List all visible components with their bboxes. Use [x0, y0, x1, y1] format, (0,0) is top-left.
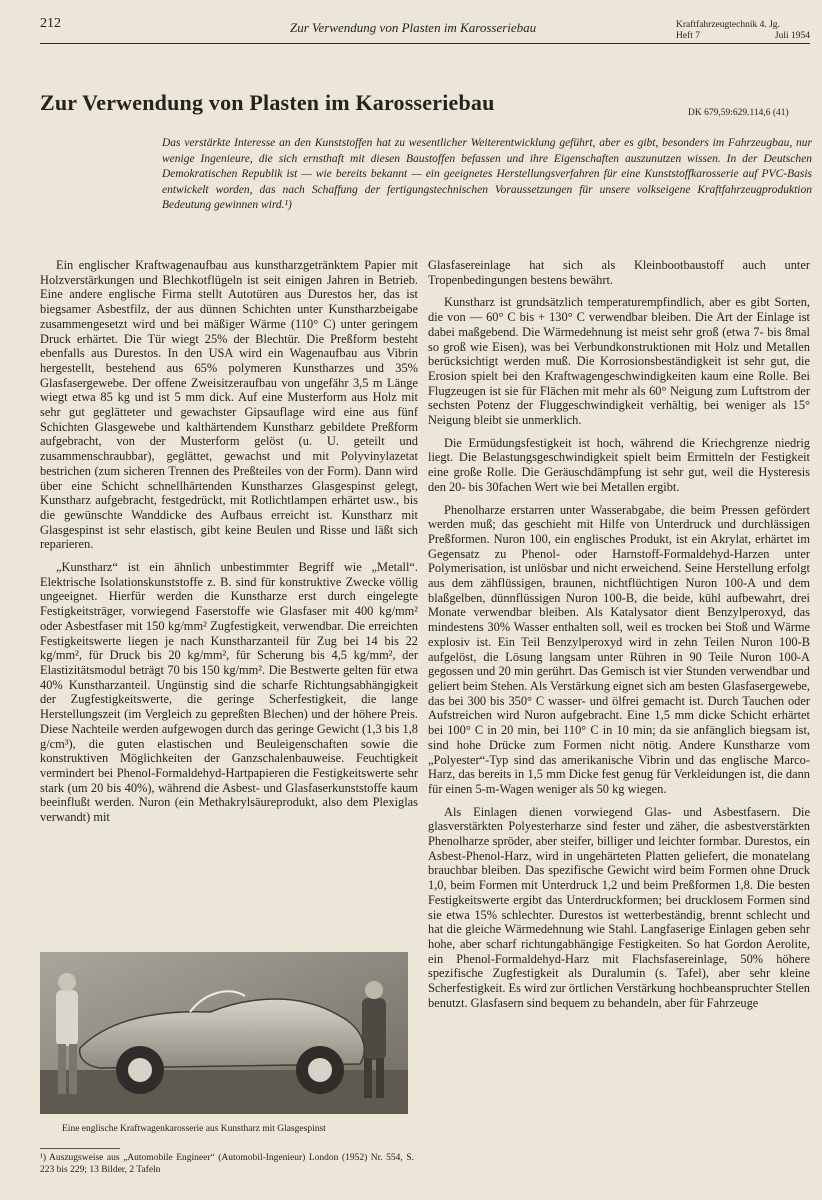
car-body-photo-drawing [40, 952, 408, 1114]
paragraph: Als Einlagen dienen vorwiegend Glas- und Asbestfasern. Die glasverstärkten Polyesterharze sind fester und zäher, die asbestverstärkten Phenolharze spröder, aber steifer, billiger und leichter formbar. Durestos, ein Asbest-Phenol-Harz, wird in ungehärteten Platten geliefert, die monatelang brauchbar bleiben. Das spezifische Gewicht wird beim Formen ohne Druck 1,0, beim Formen mit Unterdruck 1,2 und beim Preßformen 1,8. Die besten Festigkeitswerte ergibt das Unterdruckformen; bei drucklosem Formen sind sie etwa 15% schlechter. Durestos ist wetterbeständig, brennt schlecht und hat die gleiche Wärmedehnung wie Stahl. Langfaserige Einlagen geben sehr hohe, aber scharf richtungabhängige Festigkeiten. So hat Gordon Aerolite, ein Phenol-Formaldehyd-Harz mit Flachsfasereinlage, 50% höhere spezifische Zugfestigkeit als Duralumin (s. Tafel), aber sehr kleine Scherfestigkeit. Es wird zur örtlichen Verstärkung hochbeanspruchter Stellen benutzt. Glasfasern sind bequem zu behandeln, aber für Fahrzeuge [428, 804, 810, 1010]
figure-caption: Eine englische Kraftwagenkarosserie aus Kunstharz mit Glasgespinst [62, 1124, 326, 1134]
page-number: 212 [40, 16, 61, 31]
article-title: Zur Verwendung von Plasten im Karosseriebau [40, 90, 495, 115]
dk-classification: DK 679,59:629.114,6 (41) [688, 108, 789, 118]
magazine-name: Kraftfahrzeugtechnik 4. Jg. [676, 20, 780, 30]
header-rule [40, 43, 810, 44]
paragraph: Glasfasereinlage hat sich als Kleinbootbaustoff auch unter Tropenbedingungen bestens bewährt. [428, 258, 810, 287]
left-column [40, 258, 418, 918]
paragraph: „Kunstharz“ ist ein ähnlich unbestimmter Begriff wie „Metall“. Elektrische Isolationskunststoffe z. B. sind für konstruktive Zwecke völlig ungeeignet. Hierfür werden die Kunstharze erst durch eingelegte Festigkeitsträger, vorwiegend Faserstoffe wie Glasfaser mit 400 kg/mm² oder Asbestfaser mit 150 kg/mm² Zugfestigkeit, verwendbar. Die erreichten Festigkeitswerte liegen je nach Kunstharzanteil für Zug bei 14 bis 22 kg/mm², für Druck bis 20 kg/mm², für Scherung bis 4,5 kg/mm², der Elastizitätsmodul beträgt 70 bis 150 kg/mm². Die Bestwerte gelten für etwa 40% Kunstharzanteil. Ungünstig sind die scharfe Richtungsabhängigkeit der Zugfestigkeitswerte, die geringe Scherfestigkeit, die lange Herstellungszeit (im Vergleich zu gepreßten Blechen) und der höhere Preis. Diese Nachteile werden aufgewogen durch das geringe Gewicht (1,3 bis 1,8 g/cm³), die guten elastischen und Beuleigenschaften sowie die konstruktiven Möglichkeiten der Ganzschalenbauweise. Feuchtigkeit vermindert bei Phenol-Formaldehyd-Hartpapieren die Festigkeitswerte sehr stark (um 20 bis 40%), während die Asbest- und Glasfaserkunststoffe kaum beeinflußt werden. Nuron (ein Methakrylsäureprodukt, also dem Plexiglas verwandt) mit [40, 560, 418, 825]
car-body-photo [40, 952, 408, 1114]
magazine-info [676, 20, 810, 42]
paragraph: Ein englischer Kraftwagenaufbau aus kunstharzgetränktem Papier mit Holzverstärkungen und Blechkotflügeln ist seit einigen Jahren in Betrieb. Eine andere englische Firma stellt Autotüren aus Durestos her, das ist biegsamer Asbestfilz, der aus dünnen Schichten unter Kunstharzbeigabe zusammengesetzt wird und bei mäßiger Wärme (110° C) unter geringem Druck erhärtet. Die Tür wiegt 25% der Blechtür. Die Preßform besteht ebenfalls aus Durestos. In den USA wird ein Wagenaufbau aus Vibrin hergestellt, bestehend aus 65% polymeren Kunstharzes und 35% Glasfasergewebe. Der offene Zweisitzeraufbau von ungefähr 3,5 m Länge wiegt etwa 85 kg und ist 5 mm dick. Auf eine Musterform aus Holz mit sehr gut geglätteter und gewachster Gipsauflage wird eine aus fünf Schichten Glasgewebe und kalthärtendem Kunstharz gebildete Preßform aufgebracht, von der Musterform gelöst (u. U. geteilt und zusammenschraubbar), geglättet, gewachst und mit Polyvinylazetat bestrichen (zum sicheren Trennen des Preßteiles von der Form). Dann wird über eine Schicht schnellhärtenden Kunstharzes Glasgespinst gelegt, Kunstharz aufgebracht, festgedrückt, mit Rotlichtlampen erhärtet usw., bis die gewünschte Wanddicke des Aufbaus erreicht ist. Kunstharz mit Glasgespinst ist sehr elastisch, gibt keine Beulen und Risse und läßt sich reparieren. [40, 258, 418, 552]
issue-date: Juli 1954 [774, 31, 810, 41]
right-column [428, 258, 810, 1200]
running-title: Zur Verwendung von Plasten im Karosseriebau [290, 20, 537, 35]
paragraph: Die Ermüdungsfestigkeit ist hoch, während die Kriechgrenze niedrig liegt. Die Belastungsgeschwindigkeit spielt beim Ermitteln der Festigkeit eine große Rolle. Die Geräuschdämpfung ist sehr gut, weil die Hysteresis den 20- bis 30fachen Wert wie bei Metallen ergibt. [428, 435, 810, 494]
article-abstract: Das verstärkte Interesse an den Kunststoffen hat zu wesentlicher Weiterentwicklung geführt, aber es gibt, besonders im Fahrzeugbau, nur wenige Ingenieure, die sich ernsthaft mit diesen Baustoffen befassen und ihre Eigenschaften auszunutzen wissen. In der Deutschen Demokratischen Republik ist — wie bereits bekannt — ein geeignetes Herstellungsverfahren für eine Kunststoffkarosserie auf PVC-Basis entwickelt worden, das nach Schaffung der fertigungstechnischen Voraussetzungen für unsere volkseigene Kraftfahrzeugproduktion Bedeutung gewinnen wird.¹) [162, 137, 812, 211]
issue-number: Heft 7 [676, 31, 701, 41]
paragraph: Kunstharz ist grundsätzlich temperaturempfindlich, aber es gibt Sorten, die von — 60° C bis + 130° C verwendbar bleiben. Die Art der Einlage ist dabei maßgebend. Die Wärmedehnung ist meist sehr groß (etwa 7- bis 8mal so groß wie Eisen), was bei Verbundkonstruktionen mit Holz und Metallen berücksichtigt werden muß. Die Korrosionsbeständigkeit ist sehr gut, die Erosion spielt bei den Kraftwagengeschwindigkeiten kaum eine Rolle. Bei Flugzeugen ist sie für Flächen mit mehr als 60° Neigung zum Luftstrom der sechsten Potenz der Fluggeschwindigkeit verhältig, bei weniger als 15° Neigung bleibt sie unmerklich. [428, 295, 810, 428]
paragraph: Phenolharze erstarren unter Wasserabgabe, die beim Pressen gefördert werden muß; das geschieht mit Hilfe von Unterdruck und durchlässigen Preßformen. Nuron 100, ein englisches Produkt, ist ein Akrylat, erhärtet im Gegensatz zu Phenol- oder Harnstoff-Formaldehyd-Harzen unter Polymerisation, ist unlösbar und nicht erweichend. Seine Herstellung erfolgt aus dem zähflüssigen, braunen, nichtflüchtigen Nuron 100-A und dem blaßgelben, dünnflüssigen Nuron 100-B, die beide, kühl aufbewahrt, drei Monate verwendbar bleiben. Als Katalysator dient Benzylperoxyd, das mindestens 30% Wasser enthalten soll, weil es trocken bei Stoß und Wärme explosiv ist. Ein Teil Benzylperoxyd wird in zehn Teilen Nuron 100-B aufgelöst, die Lösung langsam unter Rühren in 90 Teile Nuron 100-A gegossen und 20 min gerührt. Das Gemisch ist vier Stunden verwendbar und geliert beim Stehen. Als Verstärkung eignet sich am besten Glasfasergewebe, das bei 300 bis 350° C wasser- und ölfrei gemacht ist. Durch Tauchen oder Aufstreichen wird Nuron aufgebracht. Eine 1,5 mm dicke Schicht erhärtet bei 100° C in 20 min, bei 110° C in 10 min; da sie anfänglich biegsam ist, sind hohe Drücke zum Formen nicht nötig. Andere Kunstharze vom „Polyester“-Typ sind das amerikanische Vibrin und das englische Marco-Harz, das bereits in 1,5 mm Dicke fest genug für Verkleidungen ist, die dann für einen 5-m-Wagen weniger als 50 kg wiegen. [428, 502, 810, 796]
footnote: ¹) Auszugsweise aus „Automobile Engineer“ (Automobil-Ingenieur) London (1952) Nr. 554, S. 223 bis 229; 13 Bilder, 2 Tafeln [40, 1153, 414, 1175]
footnote-rule [40, 1148, 120, 1149]
